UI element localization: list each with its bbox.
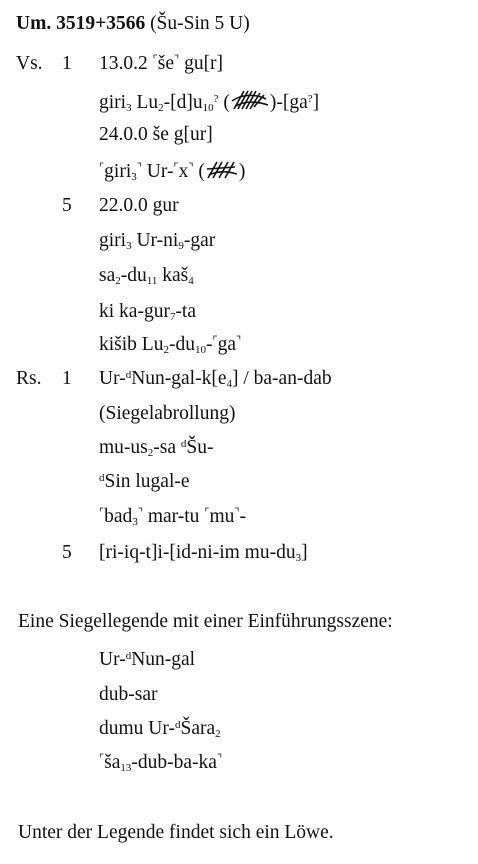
obverse-line-3: 24.0.0 še g[ur] (99, 124, 213, 145)
reverse-line-3: $mu-us_2-sa$ $^d$Šu- (99, 437, 214, 459)
hatched-damage-icon (205, 160, 239, 185)
obverse-line-7: $sa_2-du_{11}$ kaš$_4$ (99, 265, 194, 287)
obverse-line-6: giri$_3$ $Ur-ni_9$-gar (99, 230, 216, 252)
obverse-line-5: 22.0.0 gur (99, 195, 179, 216)
line-number-rs-1: 1 (62, 368, 72, 389)
obverse-line-4: ⌜giri$_3$⌝ Ur-⌜x⌝ ( ) (99, 161, 246, 183)
obverse-line-8: ki ka-gur$_7$-ta (99, 301, 197, 323)
obverse-label: Vs. (16, 53, 43, 74)
tablet-number: Um. 3519+3566 (16, 13, 146, 34)
reverse-line-2: (Siegelabrollung) (99, 403, 236, 424)
seal-line-2: dub-sar (99, 684, 158, 705)
reverse-line-6: [ri-iq-t]i-[id-ni-im $mu-du_3$] (99, 542, 308, 564)
tablet-heading (16, 14, 250, 34)
line-number-rs-5: 5 (62, 542, 72, 563)
hatched-damage-icon (230, 89, 270, 116)
obverse-line-9: kišib $Lu_2-du_{10}-^⌜ga^⌝$ (99, 334, 242, 356)
obverse-line-2: giri$_3$ $Lu_2-[d]u_{10}^?$ ( )-[ga?] (99, 89, 319, 116)
reverse-label: Rs. (16, 368, 42, 389)
line-number-vs-5: 5 (62, 195, 72, 216)
reverse-line-4: $^d$Sin lugal-e (99, 471, 190, 492)
seal-line-3: dumu Ur-$^d$Šara$_2$ (99, 718, 221, 740)
reverse-line-1: $Ur-^dNun-gal-k[e_4] / ba-an-dab$ (99, 368, 332, 390)
obverse-line-1: 13.0.2 ⌜še⌝ gu[r] (99, 53, 224, 74)
seal-line-4: $^⌜ša_{13}-dub-ba-ka^⌝$ (99, 752, 223, 774)
closing-note: Unter der Legende findet sich ein Löwe. (18, 822, 334, 843)
seal-line-1: Ur-$^d$Nun-gal (99, 649, 196, 670)
tablet-date: (Šu-Sin 5 U) (150, 13, 250, 34)
reverse-line-5: ⌜bad$_3$⌝ mar-tu ⌜mu⌝- (99, 506, 247, 528)
seal-intro-text: Eine Siegellegende mit einer Einführungsszene: (18, 611, 393, 632)
line-number-vs-1: 1 (62, 53, 72, 74)
